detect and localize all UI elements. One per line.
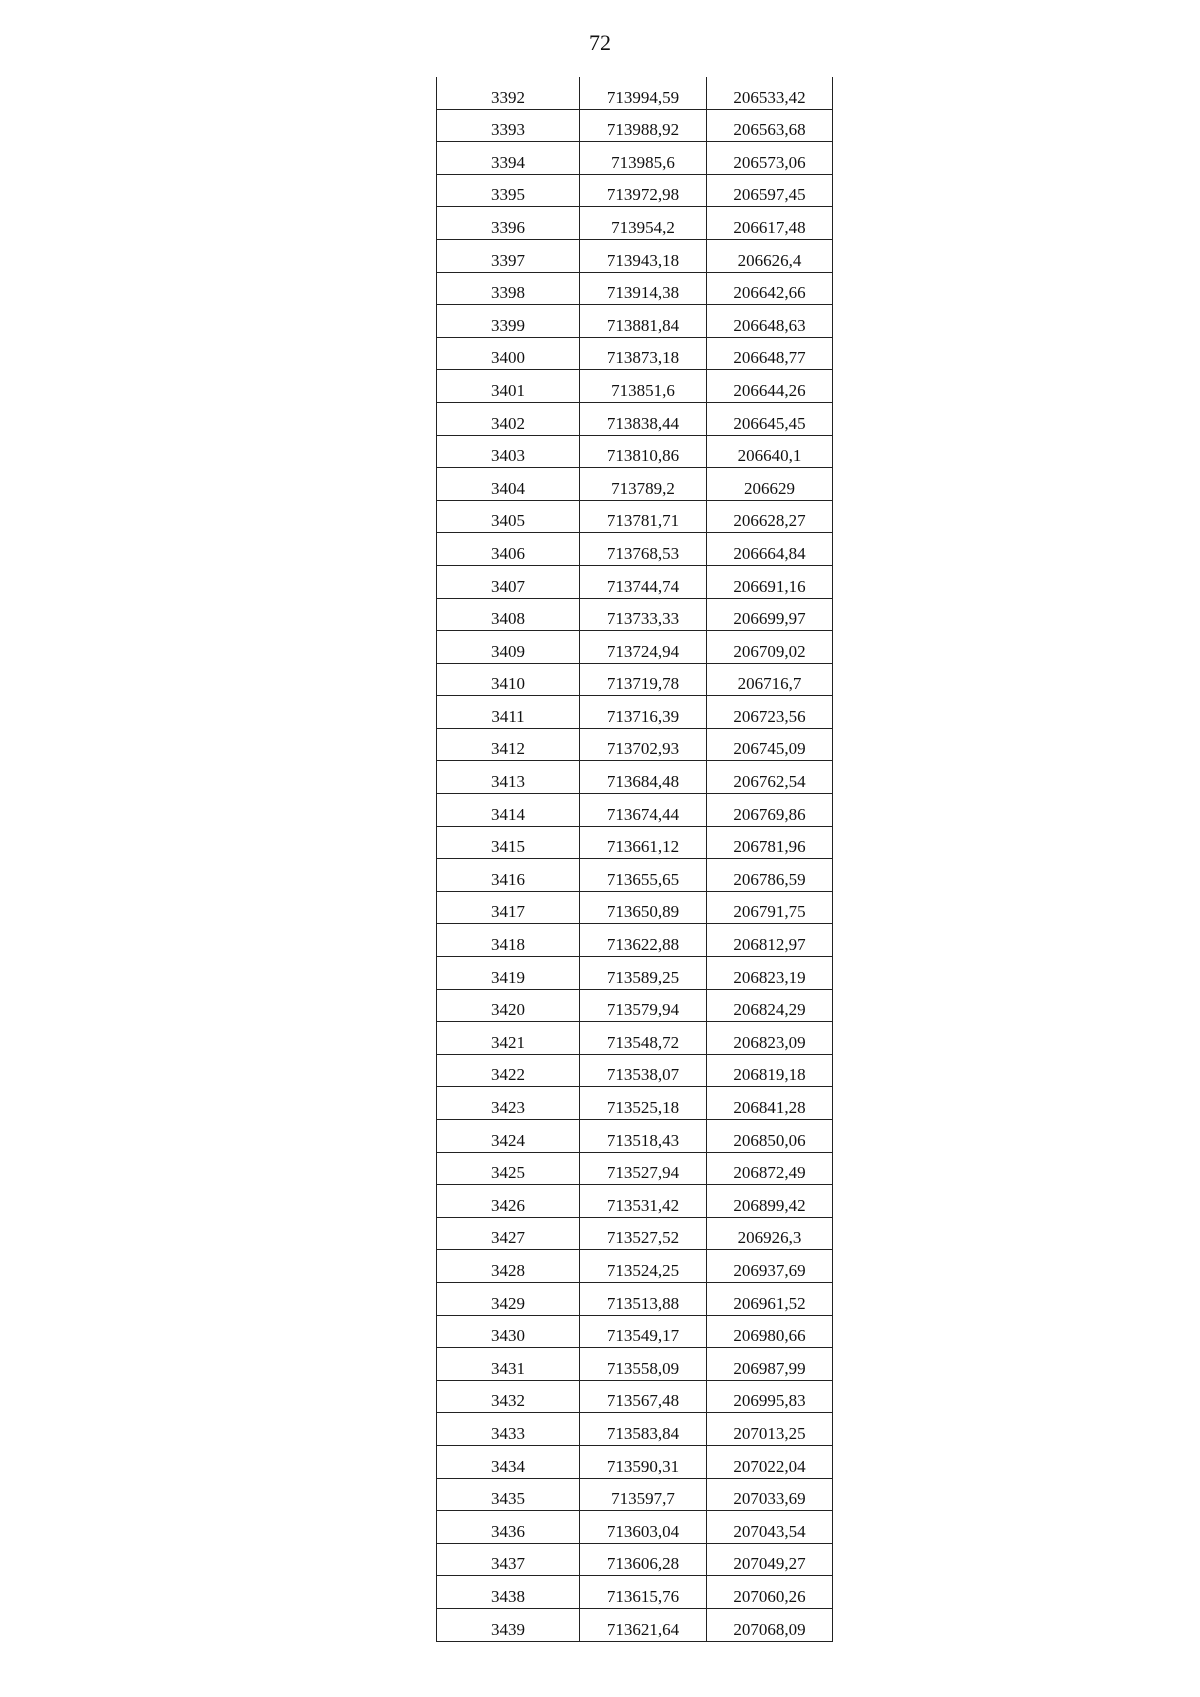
- x-coordinate-cell: 713972,98: [580, 174, 707, 207]
- point-number-cell: 3403: [437, 435, 580, 468]
- point-number-cell: 3409: [437, 631, 580, 664]
- y-coordinate-cell: 206648,63: [707, 305, 833, 338]
- y-coordinate-cell: 206597,45: [707, 174, 833, 207]
- x-coordinate-cell: 713702,93: [580, 728, 707, 761]
- y-coordinate-cell: 207043,54: [707, 1511, 833, 1544]
- x-coordinate-cell: 713994,59: [580, 77, 707, 109]
- x-coordinate-cell: 713525,18: [580, 1087, 707, 1120]
- point-number-cell: 3401: [437, 370, 580, 403]
- y-coordinate-cell: 206961,52: [707, 1282, 833, 1315]
- y-coordinate-cell: 206762,54: [707, 761, 833, 794]
- point-number-cell: 3400: [437, 337, 580, 370]
- x-coordinate-cell: 713527,52: [580, 1217, 707, 1250]
- table-row: [437, 663, 833, 696]
- y-coordinate-cell: 206987,99: [707, 1348, 833, 1381]
- x-coordinate-cell: 713881,84: [580, 305, 707, 338]
- point-number-cell: 3404: [437, 468, 580, 501]
- y-coordinate-cell: 206629: [707, 468, 833, 501]
- table-row: [437, 598, 833, 631]
- point-number-cell: 3429: [437, 1282, 580, 1315]
- point-number-cell: 3399: [437, 305, 580, 338]
- y-coordinate-cell: 206573,06: [707, 142, 833, 175]
- table-row: [437, 1445, 833, 1478]
- y-coordinate-cell: 206645,45: [707, 402, 833, 435]
- y-coordinate-cell: 207060,26: [707, 1576, 833, 1609]
- table-row: [437, 989, 833, 1022]
- x-coordinate-cell: 713661,12: [580, 826, 707, 859]
- table-row: [437, 565, 833, 598]
- point-number-cell: 3405: [437, 500, 580, 533]
- y-coordinate-cell: 206691,16: [707, 565, 833, 598]
- table-row: [437, 305, 833, 338]
- point-number-cell: 3421: [437, 1022, 580, 1055]
- x-coordinate-cell: 713531,42: [580, 1185, 707, 1218]
- x-coordinate-cell: 713558,09: [580, 1348, 707, 1381]
- x-coordinate-cell: 713583,84: [580, 1413, 707, 1446]
- x-coordinate-cell: 713719,78: [580, 663, 707, 696]
- table-row: [437, 1185, 833, 1218]
- y-coordinate-cell: 206791,75: [707, 891, 833, 924]
- x-coordinate-cell: 713615,76: [580, 1576, 707, 1609]
- point-number-cell: 3435: [437, 1478, 580, 1511]
- point-number-cell: 3393: [437, 109, 580, 142]
- y-coordinate-cell: 206819,18: [707, 1054, 833, 1087]
- y-coordinate-cell: 206617,48: [707, 207, 833, 240]
- y-coordinate-cell: 206926,3: [707, 1217, 833, 1250]
- point-number-cell: 3438: [437, 1576, 580, 1609]
- x-coordinate-cell: 713768,53: [580, 533, 707, 566]
- x-coordinate-cell: 713527,94: [580, 1152, 707, 1185]
- y-coordinate-cell: 206628,27: [707, 500, 833, 533]
- x-coordinate-cell: 713603,04: [580, 1511, 707, 1544]
- x-coordinate-cell: 713810,86: [580, 435, 707, 468]
- x-coordinate-cell: 713622,88: [580, 924, 707, 957]
- y-coordinate-cell: 206648,77: [707, 337, 833, 370]
- y-coordinate-cell: 206745,09: [707, 728, 833, 761]
- x-coordinate-cell: 713549,17: [580, 1315, 707, 1348]
- x-coordinate-cell: 713789,2: [580, 468, 707, 501]
- table-row: [437, 696, 833, 729]
- point-number-cell: 3392: [437, 77, 580, 109]
- point-number-cell: 3406: [437, 533, 580, 566]
- point-number-cell: 3395: [437, 174, 580, 207]
- point-number-cell: 3430: [437, 1315, 580, 1348]
- x-coordinate-cell: 713567,48: [580, 1380, 707, 1413]
- x-coordinate-cell: 713988,92: [580, 109, 707, 142]
- page-number: 72: [589, 30, 611, 55]
- y-coordinate-cell: 206812,97: [707, 924, 833, 957]
- y-coordinate-cell: 207068,09: [707, 1608, 833, 1641]
- table-row: [437, 1022, 833, 1055]
- point-number-cell: 3418: [437, 924, 580, 957]
- point-number-cell: 3427: [437, 1217, 580, 1250]
- point-number-cell: 3432: [437, 1380, 580, 1413]
- point-number-cell: 3434: [437, 1445, 580, 1478]
- x-coordinate-cell: 713716,39: [580, 696, 707, 729]
- y-coordinate-cell: 206937,69: [707, 1250, 833, 1283]
- table-row: [437, 239, 833, 272]
- y-coordinate-cell: 206841,28: [707, 1087, 833, 1120]
- table-row: [437, 402, 833, 435]
- point-number-cell: 3402: [437, 402, 580, 435]
- point-number-cell: 3408: [437, 598, 580, 631]
- y-coordinate-cell: 206872,49: [707, 1152, 833, 1185]
- x-coordinate-cell: 713621,64: [580, 1608, 707, 1641]
- point-number-cell: 3407: [437, 565, 580, 598]
- table-row: [437, 1380, 833, 1413]
- point-number-cell: 3414: [437, 794, 580, 827]
- y-coordinate-cell: 206644,26: [707, 370, 833, 403]
- table-row: [437, 1217, 833, 1250]
- y-coordinate-cell: 206824,29: [707, 989, 833, 1022]
- y-coordinate-cell: 206995,83: [707, 1380, 833, 1413]
- x-coordinate-cell: 713985,6: [580, 142, 707, 175]
- point-number-cell: 3428: [437, 1250, 580, 1283]
- table-row: [437, 924, 833, 957]
- table-row: [437, 1054, 833, 1087]
- table-row: [437, 1413, 833, 1446]
- x-coordinate-cell: 713838,44: [580, 402, 707, 435]
- table-row: [437, 1282, 833, 1315]
- table-row: [437, 1120, 833, 1153]
- point-number-cell: 3419: [437, 957, 580, 990]
- table-row: [437, 761, 833, 794]
- table-row: [437, 500, 833, 533]
- table-row: [437, 435, 833, 468]
- table-row: [437, 1087, 833, 1120]
- point-number-cell: 3426: [437, 1185, 580, 1218]
- x-coordinate-cell: 713851,6: [580, 370, 707, 403]
- table-row: [437, 631, 833, 664]
- table-row: [437, 533, 833, 566]
- y-coordinate-cell: 206786,59: [707, 859, 833, 892]
- x-coordinate-cell: 713655,65: [580, 859, 707, 892]
- x-coordinate-cell: 713943,18: [580, 239, 707, 272]
- table-row: [437, 826, 833, 859]
- y-coordinate-cell: 207049,27: [707, 1543, 833, 1576]
- x-coordinate-cell: 713548,72: [580, 1022, 707, 1055]
- x-coordinate-cell: 713518,43: [580, 1120, 707, 1153]
- table-row: [437, 957, 833, 990]
- table-row: [437, 272, 833, 305]
- table-row: [437, 891, 833, 924]
- point-number-cell: 3423: [437, 1087, 580, 1120]
- y-coordinate-cell: 206823,19: [707, 957, 833, 990]
- y-coordinate-cell: 206664,84: [707, 533, 833, 566]
- y-coordinate-cell: 206640,1: [707, 435, 833, 468]
- y-coordinate-cell: 207022,04: [707, 1445, 833, 1478]
- point-number-cell: 3437: [437, 1543, 580, 1576]
- point-number-cell: 3412: [437, 728, 580, 761]
- y-coordinate-cell: 206980,66: [707, 1315, 833, 1348]
- point-number-cell: 3397: [437, 239, 580, 272]
- point-number-cell: 3433: [437, 1413, 580, 1446]
- coordinates-table: [436, 77, 833, 1642]
- y-coordinate-cell: 207013,25: [707, 1413, 833, 1446]
- table-row: [437, 174, 833, 207]
- y-coordinate-cell: 206781,96: [707, 826, 833, 859]
- point-number-cell: 3422: [437, 1054, 580, 1087]
- point-number-cell: 3398: [437, 272, 580, 305]
- point-number-cell: 3424: [437, 1120, 580, 1153]
- y-coordinate-cell: 206642,66: [707, 272, 833, 305]
- x-coordinate-cell: 713724,94: [580, 631, 707, 664]
- x-coordinate-cell: 713733,33: [580, 598, 707, 631]
- point-number-cell: 3416: [437, 859, 580, 892]
- coordinates-table-body: [437, 77, 833, 1641]
- x-coordinate-cell: 713513,88: [580, 1282, 707, 1315]
- table-row: [437, 1315, 833, 1348]
- table-row: [437, 1152, 833, 1185]
- x-coordinate-cell: 713684,48: [580, 761, 707, 794]
- y-coordinate-cell: 207033,69: [707, 1478, 833, 1511]
- point-number-cell: 3420: [437, 989, 580, 1022]
- point-number-cell: 3415: [437, 826, 580, 859]
- table-row: [437, 142, 833, 175]
- y-coordinate-cell: 206823,09: [707, 1022, 833, 1055]
- table-row: [437, 1478, 833, 1511]
- y-coordinate-cell: 206709,02: [707, 631, 833, 664]
- point-number-cell: 3431: [437, 1348, 580, 1381]
- point-number-cell: 3396: [437, 207, 580, 240]
- point-number-cell: 3417: [437, 891, 580, 924]
- point-number-cell: 3439: [437, 1608, 580, 1641]
- table-row: [437, 1348, 833, 1381]
- table-row: [437, 1608, 833, 1641]
- point-number-cell: 3410: [437, 663, 580, 696]
- x-coordinate-cell: 713589,25: [580, 957, 707, 990]
- table-row: [437, 1576, 833, 1609]
- point-number-cell: 3436: [437, 1511, 580, 1544]
- y-coordinate-cell: 206699,97: [707, 598, 833, 631]
- x-coordinate-cell: 713873,18: [580, 337, 707, 370]
- x-coordinate-cell: 713650,89: [580, 891, 707, 924]
- x-coordinate-cell: 713954,2: [580, 207, 707, 240]
- table-row: [437, 468, 833, 501]
- x-coordinate-cell: 713524,25: [580, 1250, 707, 1283]
- point-number-cell: 3394: [437, 142, 580, 175]
- y-coordinate-cell: 206716,7: [707, 663, 833, 696]
- x-coordinate-cell: 713744,74: [580, 565, 707, 598]
- table-row: [437, 1250, 833, 1283]
- point-number-cell: 3413: [437, 761, 580, 794]
- table-row: [437, 728, 833, 761]
- table-row: [437, 207, 833, 240]
- x-coordinate-cell: 713914,38: [580, 272, 707, 305]
- y-coordinate-cell: 206563,68: [707, 109, 833, 142]
- x-coordinate-cell: 713781,71: [580, 500, 707, 533]
- y-coordinate-cell: 206899,42: [707, 1185, 833, 1218]
- x-coordinate-cell: 713674,44: [580, 794, 707, 827]
- table-row: [437, 1511, 833, 1544]
- y-coordinate-cell: 206850,06: [707, 1120, 833, 1153]
- x-coordinate-cell: 713597,7: [580, 1478, 707, 1511]
- y-coordinate-cell: 206769,86: [707, 794, 833, 827]
- table-row: [437, 77, 833, 109]
- table-row: [437, 1543, 833, 1576]
- point-number-cell: 3411: [437, 696, 580, 729]
- table-row: [437, 859, 833, 892]
- y-coordinate-cell: 206626,4: [707, 239, 833, 272]
- table-row: [437, 370, 833, 403]
- table-row: [437, 794, 833, 827]
- x-coordinate-cell: 713579,94: [580, 989, 707, 1022]
- x-coordinate-cell: 713590,31: [580, 1445, 707, 1478]
- point-number-cell: 3425: [437, 1152, 580, 1185]
- x-coordinate-cell: 713606,28: [580, 1543, 707, 1576]
- x-coordinate-cell: 713538,07: [580, 1054, 707, 1087]
- table-row: [437, 337, 833, 370]
- y-coordinate-cell: 206723,56: [707, 696, 833, 729]
- y-coordinate-cell: 206533,42: [707, 77, 833, 109]
- table-row: [437, 109, 833, 142]
